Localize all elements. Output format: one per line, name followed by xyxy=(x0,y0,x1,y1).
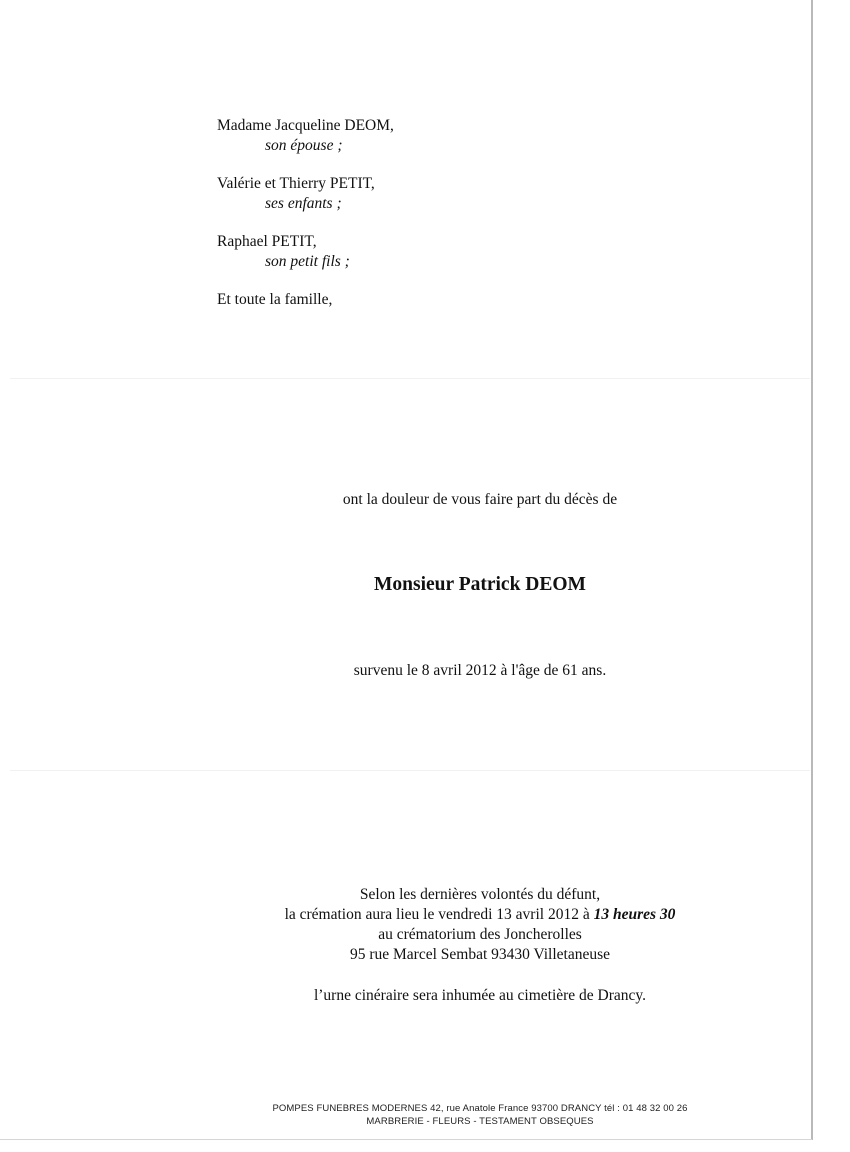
family-entry xyxy=(217,232,637,272)
announcement-text: ont la douleur de vous faire part du décès de xyxy=(342,491,618,508)
urn-note: l’urne cinéraire sera inhumée au cimetière de Drancy. xyxy=(313,987,647,1004)
ceremony-line: au crématorium des Joncherolles xyxy=(378,926,582,943)
page-edge-right xyxy=(811,0,813,1140)
family-member-name: Raphael PETIT, xyxy=(217,233,317,250)
family-entry xyxy=(217,174,637,214)
family-member-name: Et toute la famille, xyxy=(217,291,333,308)
ceremony-line: Selon les dernières volontés du défunt, xyxy=(359,886,601,903)
fold-line xyxy=(10,770,810,771)
ceremony-time: 13 heures 30 xyxy=(593,906,676,923)
family-member-role: son épouse ; xyxy=(265,137,343,154)
ceremony-line: 95 rue Marcel Sembat 93430 Villetaneuse xyxy=(349,946,611,963)
family-member-name: Madame Jacqueline DEOM, xyxy=(217,117,394,134)
funeral-home-footer xyxy=(0,1102,850,1128)
family-member-name: Valérie et Thierry PETIT, xyxy=(217,175,375,192)
family-entry xyxy=(217,290,637,310)
family-member-role: son petit fils ; xyxy=(265,253,350,270)
fold-line xyxy=(10,378,810,379)
family-list xyxy=(217,116,637,328)
family-member-role: ses enfants ; xyxy=(265,195,342,212)
family-entry xyxy=(217,116,637,156)
page-edge-bottom xyxy=(0,1139,812,1140)
ceremony-details xyxy=(0,885,850,965)
footer-address-line: POMPES FUNEBRES MODERNES 42, rue Anatole France 93700 DRANCY tél : 01 48 32 00 26 xyxy=(272,1103,688,1114)
ceremony-line xyxy=(0,905,850,925)
deceased-name: Monsieur Patrick DEOM xyxy=(374,574,586,595)
footer-services-line: MARBRERIE - FLEURS - TESTAMENT OBSEQUES xyxy=(366,1116,594,1127)
death-info: survenu le 8 avril 2012 à l'âge de 61 ans. xyxy=(353,662,607,679)
ceremony-date-text: la crémation aura lieu le vendredi 13 avril 2012 à xyxy=(284,906,594,923)
